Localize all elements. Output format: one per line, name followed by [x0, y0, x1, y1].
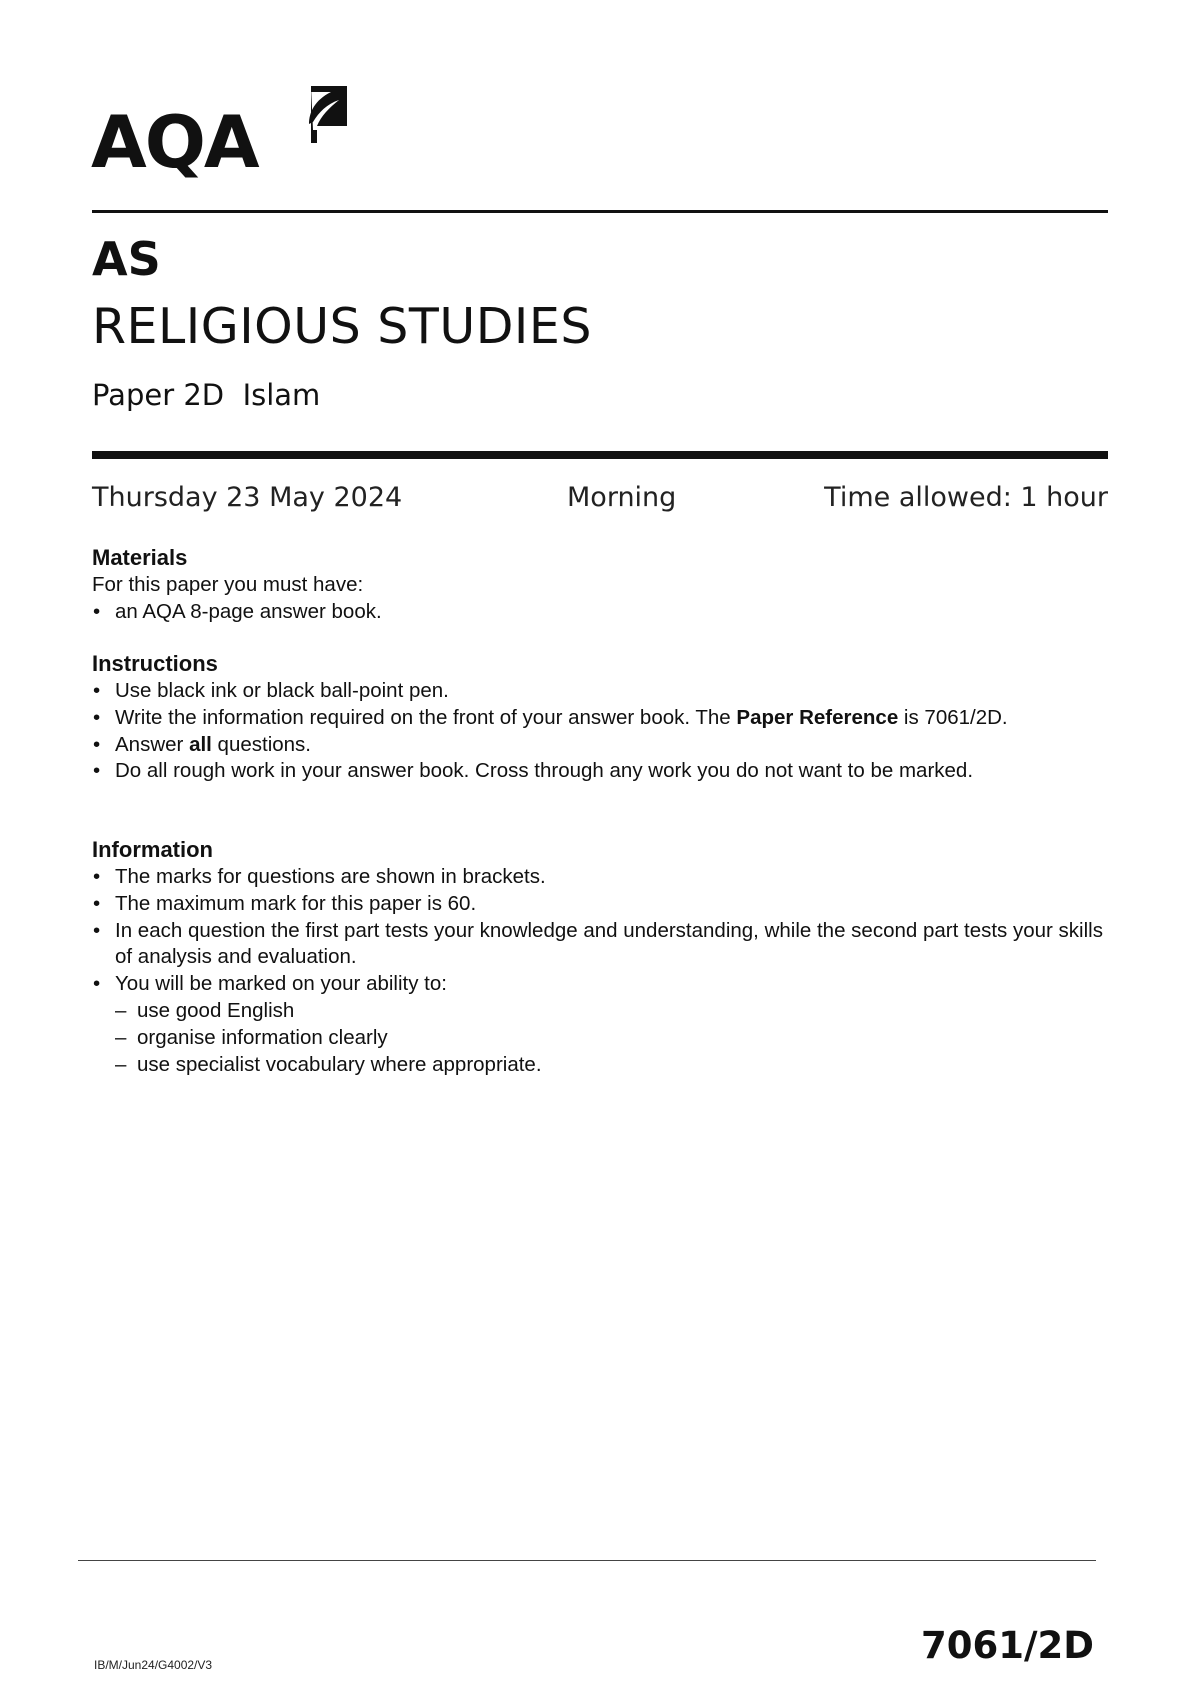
list-item: • You will be marked on your ability to:	[92, 971, 1112, 998]
list-item	[92, 705, 1112, 732]
list-item: • Use black ink or black ball-point pen.	[92, 678, 1112, 705]
materials-heading: Materials	[92, 545, 188, 570]
top-rule	[92, 210, 1108, 213]
list-item: – use good English	[92, 998, 1112, 1025]
list-item: – use specialist vocabulary where appropriate.	[92, 1052, 1112, 1079]
list-item: • In each question the first part tests your knowledge and understanding, while the second part tests your skills of analysis and evaluation.	[92, 918, 1112, 972]
time-allowed: Time allowed: 1 hour	[824, 482, 1108, 513]
list-item: • an AQA 8-page answer book.	[92, 599, 1112, 626]
materials-list	[92, 599, 1112, 626]
list-item: – organise information clearly	[92, 1025, 1112, 1052]
subject-title: RELIGIOUS STUDIES	[92, 298, 592, 355]
list-item: • The marks for questions are shown in brackets.	[92, 864, 1112, 891]
exam-session: Morning	[567, 482, 677, 513]
instructions-heading: Instructions	[92, 651, 218, 676]
qualification-level: AS	[92, 232, 161, 286]
bottom-rule	[78, 1560, 1096, 1561]
list-item	[92, 732, 1112, 759]
aqa-logo	[91, 86, 258, 184]
exam-info-row	[92, 484, 1108, 518]
information-section	[92, 836, 1112, 1078]
document-reference: IB/M/Jun24/G4002/V3	[94, 1658, 213, 1672]
materials-section	[92, 544, 1112, 626]
ability-list	[92, 998, 1112, 1078]
exam-date: Thursday 23 May 2024	[92, 482, 403, 513]
instructions-section	[92, 650, 1112, 785]
paper-reference-label: Paper Reference	[736, 705, 899, 729]
paper-code: 7061/2D	[921, 1624, 1094, 1667]
information-heading: Information	[92, 837, 213, 862]
logo-text: AQA	[91, 100, 258, 184]
list-item: • The maximum mark for this paper is 60.	[92, 891, 1112, 918]
list-item: • Do all rough work in your answer book. Cross through any work you do not want to be marked.	[92, 758, 1112, 785]
instruction-text: questions.	[211, 732, 312, 756]
instruction-text: Write the information required on the front of your answer book. The	[115, 705, 737, 729]
emphasis-all: all	[189, 732, 212, 756]
paper-title: Paper 2D Islam	[92, 378, 321, 412]
instructions-list	[92, 678, 1112, 785]
instruction-text: Answer	[115, 732, 190, 756]
information-list	[92, 864, 1112, 998]
thick-rule	[92, 451, 1108, 459]
materials-intro: For this paper you must have:	[92, 573, 364, 596]
instruction-text: is 7061/2D.	[898, 705, 1008, 729]
leaf-icon	[301, 86, 347, 143]
